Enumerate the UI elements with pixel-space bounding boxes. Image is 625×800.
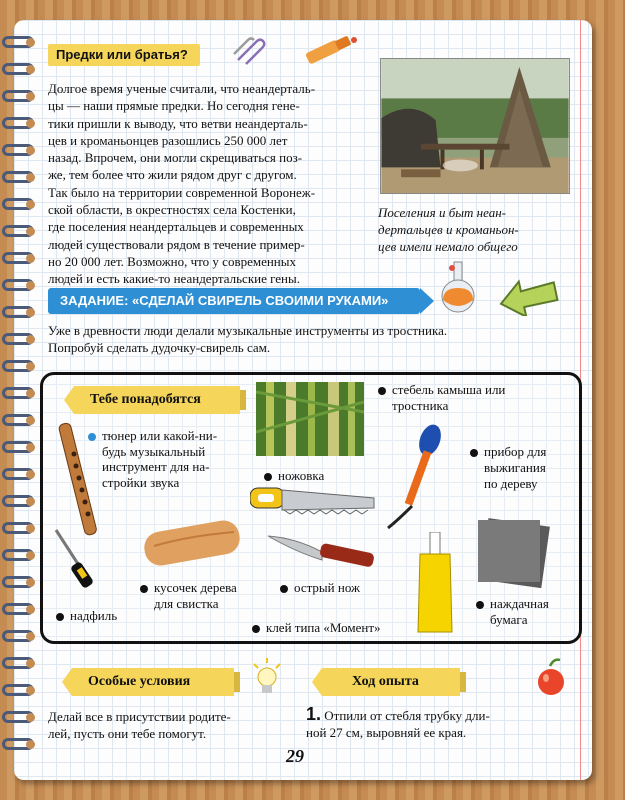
procedure-header-text: Ход опыта <box>352 674 419 689</box>
article-line: же, тем более что жили рядом друг с другом. <box>48 167 297 183</box>
item-wood <box>140 580 237 612</box>
item-line: прибор для <box>484 444 547 459</box>
item-saw <box>264 468 324 484</box>
task-intro-line: Попробуй сделать дудочку-свирель сам. <box>48 340 271 356</box>
item-sandpaper <box>476 596 549 628</box>
item-line: по дереву <box>484 476 538 491</box>
reed-photo <box>256 382 364 456</box>
bullet-icon <box>140 585 148 593</box>
bullet-icon <box>470 449 478 457</box>
punch-hole <box>26 578 35 587</box>
punch-hole <box>26 524 35 533</box>
item-line: острый нож <box>294 580 360 595</box>
punch-hole <box>26 173 35 182</box>
procedure-line: ной 27 см, выровняй ее края. <box>306 725 467 741</box>
conditions-line: Делай все в присутствии родите- <box>48 709 231 724</box>
punch-hole <box>26 551 35 560</box>
item-line: клей типа «Момент» <box>266 620 381 635</box>
item-line: инструмент для на- <box>102 459 210 474</box>
procedure-text <box>306 706 558 742</box>
item-line: бумага <box>490 612 528 627</box>
wood-burner-icon <box>384 420 464 532</box>
item-line: надфиль <box>70 608 118 623</box>
punch-hole <box>26 92 35 101</box>
punch-hole <box>26 65 35 74</box>
item-reed <box>378 382 505 414</box>
article-line: людей и есть какие-то неандертальские гены. <box>48 271 300 287</box>
photo-caption <box>378 204 578 255</box>
article-title <box>48 44 200 66</box>
materials-header-text: Тебе понадобятся <box>90 392 201 407</box>
arrow-left-icon <box>496 276 560 316</box>
bullet-icon <box>252 625 260 633</box>
article-title-text: Предки или братья? <box>56 47 188 62</box>
item-glue <box>252 620 381 636</box>
punch-hole <box>26 416 35 425</box>
materials-header <box>74 386 240 414</box>
punch-hole <box>26 443 35 452</box>
conditions-text <box>48 708 298 743</box>
article-line: но 20 000 лет. Возможно, что у современных <box>48 253 297 269</box>
punch-hole <box>26 740 35 749</box>
punch-hole <box>26 335 35 344</box>
task-banner: ЗАДАНИЕ: «СДЕЛАЙ СВИРЕЛЬ СВОИМИ РУКАМИ» <box>48 288 420 314</box>
punch-hole <box>26 362 35 371</box>
item-line: выжигания <box>484 460 546 475</box>
punch-hole <box>26 470 35 479</box>
item-line: стройки звука <box>102 474 180 490</box>
item-knife <box>280 580 360 596</box>
punch-hole <box>26 686 35 695</box>
article-line: цы — наши прямые предки. Но сегодня генe- <box>48 98 300 114</box>
article-line: Долгое время ученые считали, что неандерталь- <box>48 81 316 96</box>
paperclip-icon <box>232 36 268 66</box>
caption-line: дертальцев и кроманьон- <box>378 222 519 237</box>
bullet-icon <box>88 433 96 441</box>
glue-stick-icon <box>300 34 360 68</box>
page-number: 29 <box>286 746 304 766</box>
bullet-icon <box>280 585 288 593</box>
article-body <box>48 80 366 288</box>
item-line: стебель камыша или <box>392 382 506 397</box>
punch-hole <box>26 389 35 398</box>
punch-hole <box>26 38 35 47</box>
item-line: тюнер или какой-ни- <box>102 428 218 443</box>
task-intro-line: Уже в древности люди делали музыкальные инструменты из тростника. <box>48 323 448 338</box>
punch-hole <box>26 281 35 290</box>
item-line: будь музыкальный <box>102 443 206 459</box>
punch-hole <box>26 659 35 668</box>
caption-line: цев имели немало общего <box>378 239 518 254</box>
settlement-photo <box>380 58 570 194</box>
flask-icon <box>438 258 478 316</box>
knife-icon <box>266 530 378 570</box>
bullet-icon <box>476 601 484 609</box>
article-line: людей существовали рядом в течение пример- <box>48 236 305 252</box>
conditions-header <box>72 668 234 696</box>
punch-hole <box>26 119 35 128</box>
punch-hole <box>26 227 35 236</box>
procedure-header <box>322 668 460 696</box>
item-line: для свистка <box>154 596 219 611</box>
bullet-icon <box>56 613 64 621</box>
conditions-line: лей, пусть они тебе помогут. <box>48 726 207 742</box>
task-intro <box>48 322 576 357</box>
punch-hole <box>26 497 35 506</box>
apple-icon <box>534 658 568 698</box>
glue-tube-icon <box>416 532 456 634</box>
wood-piece-icon <box>138 516 246 568</box>
conditions-header-text: Особые условия <box>88 674 191 689</box>
saw-icon <box>250 484 376 518</box>
caption-line: Поселения и быт неан- <box>378 205 506 220</box>
punch-hole <box>26 713 35 722</box>
procedure-line: Отпили от стебля трубку дли- <box>324 708 490 723</box>
procedure-line-1 <box>306 706 558 724</box>
article-line: Так было на территории современной Воронеж- <box>48 184 316 200</box>
file-tool-icon <box>52 526 102 590</box>
bullet-icon <box>264 473 272 481</box>
article-line: цев и кроманьонцев разошлись 250 000 лет <box>48 132 288 148</box>
article-line: тики пришли к выводу, что ветви неандерталь- <box>48 115 308 131</box>
punch-hole <box>26 200 35 209</box>
article-line: ской области, в окрестностях села Костенки, <box>48 202 296 218</box>
item-line: наждачная <box>490 596 549 611</box>
item-burner <box>470 444 546 492</box>
item-line: ножовка <box>278 468 325 483</box>
item-tuner <box>88 428 217 490</box>
item-file <box>56 608 117 624</box>
bullet-icon <box>378 387 386 395</box>
item-line: тростника <box>392 398 449 413</box>
spiral-binding <box>2 30 38 770</box>
article-line: где поселения неандертальцев и современных <box>48 219 304 235</box>
punch-hole <box>26 254 35 263</box>
step-number: 1. <box>306 704 322 724</box>
punch-hole <box>26 605 35 614</box>
punch-hole <box>26 146 35 155</box>
article-line: назад. Впрочем, они могли скрещиваться поз- <box>48 150 303 166</box>
sandpaper-icon <box>476 518 552 588</box>
item-line: кусочек дерева <box>154 580 237 595</box>
lightbulb-icon <box>250 658 284 698</box>
punch-hole <box>26 308 35 317</box>
punch-hole <box>26 632 35 641</box>
